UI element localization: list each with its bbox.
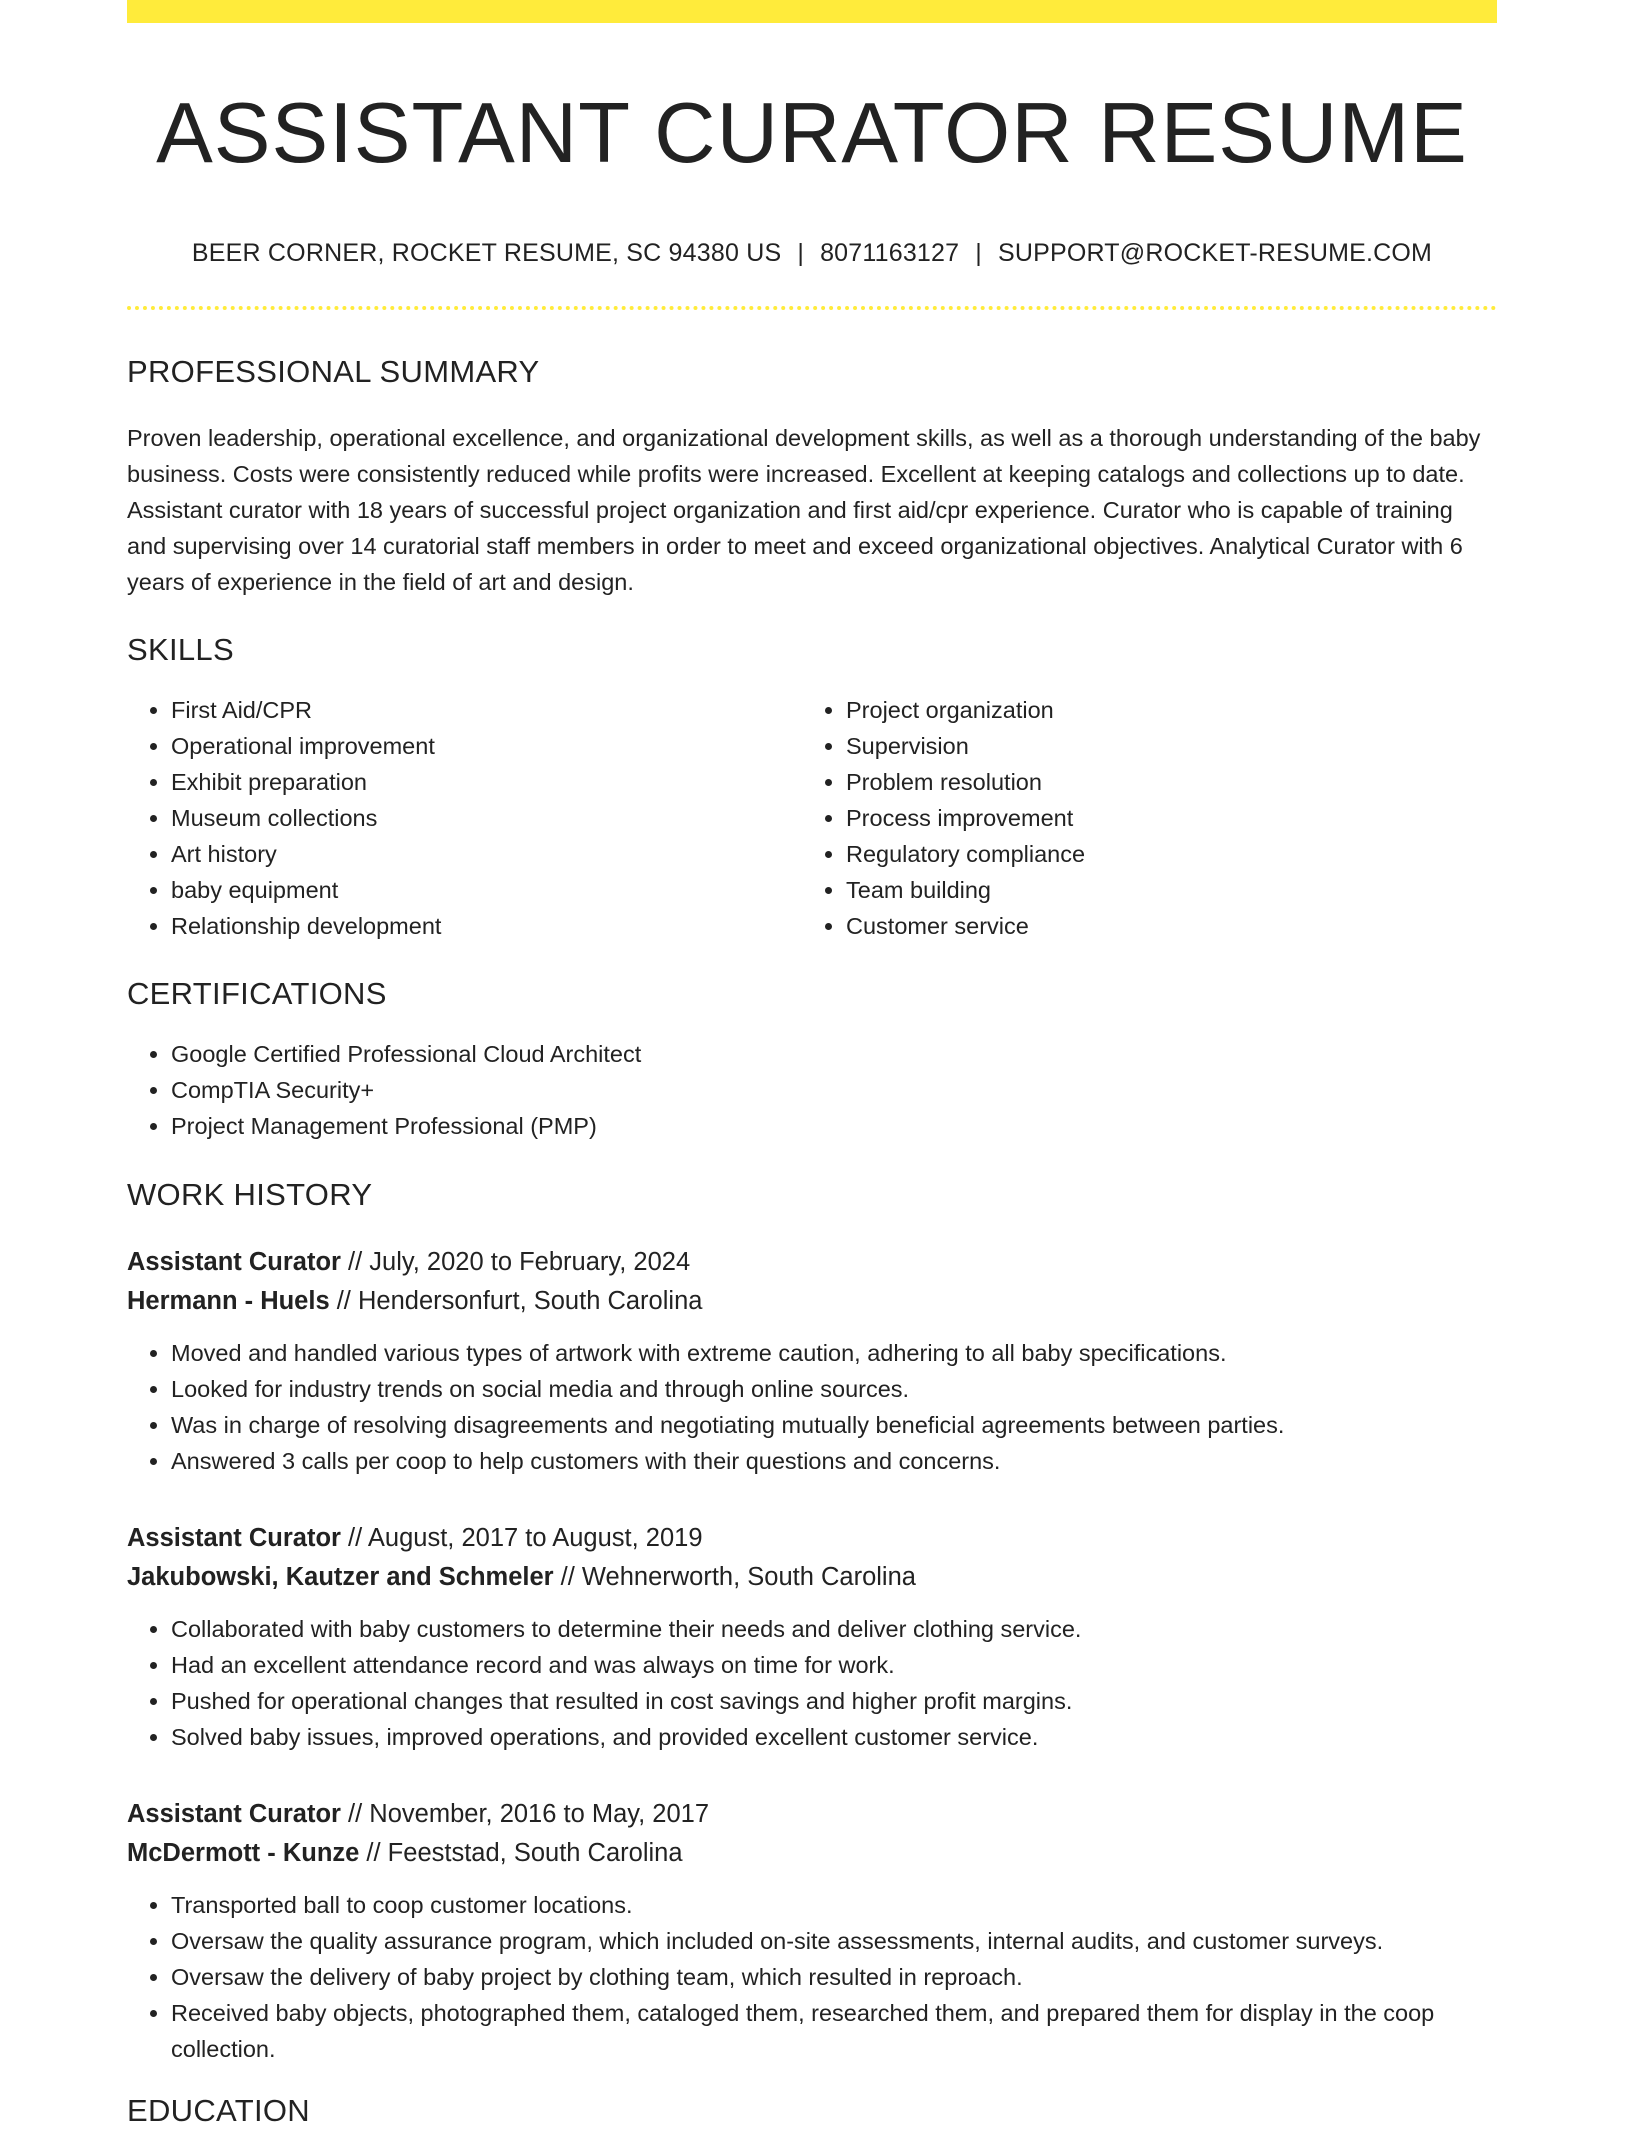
job-title-line [127, 1795, 1497, 1834]
work-history-heading: WORK HISTORY [127, 1176, 373, 1212]
job-bullet: • Oversaw the delivery of baby project by clothing team, which resulted in reproach. [171, 1959, 1497, 1995]
skill-item: • Museum collections [171, 800, 802, 836]
page-title: ASSISTANT CURATOR RESUME [156, 86, 1468, 181]
certification-item: • CompTIA Security+ [171, 1072, 1497, 1108]
accent-bar [127, 0, 1497, 23]
job-bullet: • Had an excellent attendance record and was always on time for work. [171, 1647, 1497, 1683]
job-location: // Wehnerworth, South Carolina [553, 1562, 916, 1591]
job-company-line [127, 1558, 1497, 1597]
job-title-line [127, 1519, 1497, 1558]
skill-item: • Relationship development [171, 908, 802, 944]
email-text: SUPPORT@ROCKET-RESUME.COM [997, 238, 1433, 267]
job-bullet: • Oversaw the quality assurance program, which included on-site assessments, internal audits, and customer surveys. [171, 1923, 1497, 1959]
job-location: // Hendersonfurt, South Carolina [329, 1286, 703, 1315]
job-company-line [127, 1282, 1497, 1321]
skills-column-left [127, 692, 802, 944]
job-bullet: • Moved and handled various types of artwork with extreme caution, adhering to all baby specifications. [171, 1335, 1497, 1371]
job-dates: // August, 2017 to August, 2019 [340, 1523, 703, 1552]
skill-item: • Team building [846, 872, 1477, 908]
job-bullet: • Was in charge of resolving disagreements and negotiating mutually beneficial agreements between parties. [171, 1407, 1497, 1443]
job-company: Jakubowski, Kautzer and Schmeler [127, 1562, 554, 1591]
job-bullet: • Collaborated with baby customers to determine their needs and deliver clothing service. [171, 1611, 1497, 1647]
skill-item: • First Aid/CPR [171, 692, 802, 728]
job-bullet: • Pushed for operational changes that resulted in cost savings and higher profit margins. [171, 1683, 1497, 1719]
skill-item: • Operational improvement [171, 728, 802, 764]
job-company: Hermann - Huels [127, 1286, 330, 1315]
skill-item: • Exhibit preparation [171, 764, 802, 800]
education-heading: EDUCATION [127, 2092, 310, 2128]
skill-item: • baby equipment [171, 872, 802, 908]
skill-item: • Project organization [846, 692, 1477, 728]
job-company: McDermott - Kunze [127, 1838, 360, 1867]
address-text: BEER CORNER, ROCKET RESUME, SC 94380 US [191, 238, 782, 267]
contact-separator: | [797, 238, 805, 267]
contact-separator: | [975, 238, 982, 267]
job-bullet: • Transported ball to coop customer locations. [171, 1887, 1497, 1923]
job-location: // Feeststad, South Carolina [359, 1838, 683, 1867]
job-bullet: • Solved baby issues, improved operations, and provided excellent customer service. [171, 1719, 1497, 1755]
summary-text: Proven leadership, operational excellence, and organizational development skills, as well as a thorough understanding of the baby business. Costs were consistently reduced while profits were increased. Excellent at keeping catalogs and collections up to date. Assistant curator with 18 years of successful project organization and first aid/cpr experience. Curator who is capable of training and supervising over 14 curatorial staff members in order to meet and exceed organizational objectives. Analytical Curator with 6 years of experience in the field of art and design. [127, 424, 1481, 595]
job-dates: // November, 2016 to May, 2017 [340, 1799, 710, 1828]
job-entry [127, 1795, 1497, 2067]
job-entry [127, 1519, 1497, 1755]
job-bullet: • Answered 3 calls per coop to help customers with their questions and concerns. [171, 1443, 1497, 1479]
skills-heading: SKILLS [127, 631, 234, 667]
skills-list [127, 692, 1497, 944]
skill-item: • Customer service [846, 908, 1477, 944]
job-bullet: • Received baby objects, photographed them, cataloged them, researched them, and prepared them for display in the coop collection. [171, 1995, 1497, 2067]
contact-line [127, 239, 1497, 268]
dotted-divider [127, 306, 1497, 310]
job-title: Assistant Curator [127, 1523, 341, 1552]
job-title: Assistant Curator [127, 1247, 341, 1276]
certifications-list [127, 1036, 1497, 1144]
certifications-heading: CERTIFICATIONS [127, 975, 387, 1011]
job-dates: // July, 2020 to February, 2024 [340, 1247, 691, 1276]
certification-item: • Project Management Professional (PMP) [171, 1108, 1497, 1144]
resume-page [127, 0, 1497, 2129]
skill-item: • Process improvement [846, 800, 1477, 836]
job-bullets [127, 1335, 1497, 1479]
job-bullets [127, 1611, 1497, 1755]
job-bullets [127, 1887, 1497, 2067]
skill-item: • Supervision [846, 728, 1477, 764]
job-entry [127, 1243, 1497, 1479]
certification-item: • Google Certified Professional Cloud Architect [171, 1036, 1497, 1072]
skill-item: • Art history [171, 836, 802, 872]
skills-column-right [802, 692, 1477, 944]
skill-item: • Regulatory compliance [846, 836, 1477, 872]
phone-text: 8071163127 [820, 238, 960, 267]
job-bullet: • Looked for industry trends on social media and through online sources. [171, 1371, 1497, 1407]
job-company-line [127, 1834, 1497, 1873]
summary-heading: PROFESSIONAL SUMMARY [127, 353, 540, 389]
job-title-line [127, 1243, 1497, 1282]
skill-item: • Problem resolution [846, 764, 1477, 800]
job-title: Assistant Curator [127, 1799, 341, 1828]
